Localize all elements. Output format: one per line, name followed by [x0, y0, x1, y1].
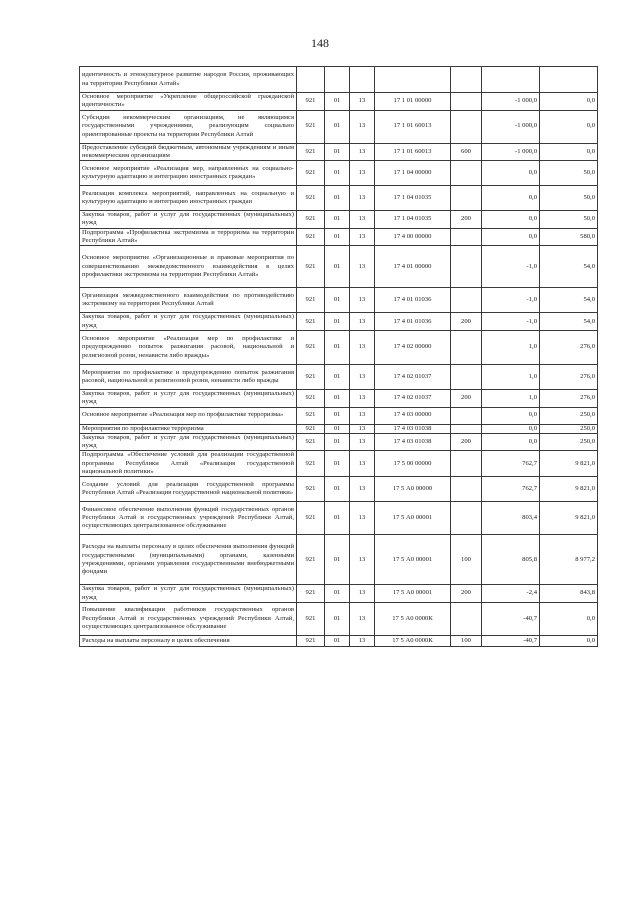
sum1-cell: -40,7 — [482, 602, 540, 635]
podrazdel-cell — [350, 67, 375, 93]
csr-cell: 17 4 01 01036 — [375, 288, 451, 313]
grbs-cell: 921 — [297, 477, 325, 502]
csr-cell: 17 4 03 01038 — [375, 433, 451, 451]
razdel-cell: 01 — [325, 451, 350, 477]
sum1-cell: 762,7 — [482, 451, 540, 477]
sum2-cell: 0,0 — [540, 110, 598, 143]
podrazdel-cell: 13 — [350, 407, 375, 424]
vr-cell — [451, 93, 482, 111]
podrazdel-cell: 13 — [350, 288, 375, 313]
sum2-cell: 0,0 — [540, 602, 598, 635]
grbs-cell: 921 — [297, 424, 325, 433]
podrazdel-cell: 13 — [350, 246, 375, 288]
grbs-cell: 921 — [297, 110, 325, 143]
vr-cell: 200 — [451, 433, 482, 451]
table-row — [80, 228, 598, 246]
podrazdel-cell: 13 — [350, 389, 375, 407]
csr-cell: 17 5 А0 00001 — [375, 585, 451, 603]
podrazdel-cell: 13 — [350, 228, 375, 246]
grbs-cell: 921 — [297, 433, 325, 451]
sum1-cell: 803,4 — [482, 502, 540, 535]
table-row — [80, 535, 598, 585]
table-row — [80, 407, 598, 424]
sum2-cell: 9 821,0 — [540, 451, 598, 477]
sum1-cell: -1 000,0 — [482, 93, 540, 111]
grbs-cell: 921 — [297, 211, 325, 229]
csr-cell: 17 5 А0 00001 — [375, 535, 451, 585]
sum2-cell: 0,0 — [540, 93, 598, 111]
podrazdel-cell: 13 — [350, 433, 375, 451]
table-row — [80, 246, 598, 288]
row-name: Основное мероприятие «Реализация мер по профилактике терроризма» — [80, 407, 297, 424]
sum1-cell: 762,7 — [482, 477, 540, 502]
grbs-cell: 921 — [297, 161, 325, 186]
sum1-cell: 1,0 — [482, 364, 540, 389]
row-name: Организация межведомственного взаимодействия по противодействию экстремизму на территории Республики Алтай — [80, 288, 297, 313]
podrazdel-cell: 13 — [350, 502, 375, 535]
podrazdel-cell: 13 — [350, 143, 375, 161]
vr-cell: 600 — [451, 143, 482, 161]
csr-cell: 17 5 А0 0000К — [375, 635, 451, 646]
grbs-cell: 921 — [297, 635, 325, 646]
razdel-cell: 01 — [325, 228, 350, 246]
grbs-cell: 921 — [297, 143, 325, 161]
vr-cell: 200 — [451, 389, 482, 407]
sum2-cell: 9 821,0 — [540, 502, 598, 535]
sum1-cell: 805,8 — [482, 535, 540, 585]
table-row — [80, 364, 598, 389]
table-row — [80, 161, 598, 186]
sum2-cell: 54,0 — [540, 288, 598, 313]
grbs-cell: 921 — [297, 585, 325, 603]
page-number: 148 — [311, 36, 329, 50]
razdel-cell: 01 — [325, 313, 350, 331]
table-row — [80, 502, 598, 535]
table-row — [80, 211, 598, 229]
table-row — [80, 477, 598, 502]
row-name: Основное мероприятие «Организационные и правовые мероприятия по совершенствованию межведомственного взаимодействия в целях профилактики экстремизма на территории Республики Алтай» — [80, 246, 297, 288]
podrazdel-cell: 13 — [350, 211, 375, 229]
table-row — [80, 433, 598, 451]
sum2-cell: 0,0 — [540, 635, 598, 646]
vr-cell — [451, 451, 482, 477]
table-row — [80, 186, 598, 211]
row-name: Закупка товаров, работ и услуг для государственных (муниципальных) нужд — [80, 389, 297, 407]
csr-cell: 17 1 01 60013 — [375, 143, 451, 161]
razdel-cell: 01 — [325, 389, 350, 407]
podrazdel-cell: 13 — [350, 161, 375, 186]
row-name: Повышение квалификации работников государственных органов Республики Алтай и государственных учреждений Республики Алтай, осуществляющих централизованное обслуживание — [80, 602, 297, 635]
razdel-cell: 01 — [325, 143, 350, 161]
razdel-cell: 01 — [325, 535, 350, 585]
sum2-cell: 580,0 — [540, 228, 598, 246]
sum1-cell — [482, 67, 540, 93]
sum2-cell: 250,0 — [540, 424, 598, 433]
grbs-cell: 921 — [297, 330, 325, 364]
table-row — [80, 451, 598, 477]
csr-cell: 17 4 02 01037 — [375, 389, 451, 407]
grbs-cell: 921 — [297, 389, 325, 407]
sum2-cell: 250,0 — [540, 407, 598, 424]
sum1-cell: 0,0 — [482, 424, 540, 433]
sum2-cell: 9 821,0 — [540, 477, 598, 502]
row-name: Мероприятия по профилактике терроризма — [80, 424, 297, 433]
csr-cell: 17 4 02 00000 — [375, 330, 451, 364]
table-row — [80, 424, 598, 433]
sum1-cell: -1,0 — [482, 246, 540, 288]
row-name: Реализация комплекса мероприятий, направленных на социальную и культурную адаптацию и интеграцию иностранных граждан — [80, 186, 297, 211]
razdel-cell: 01 — [325, 246, 350, 288]
grbs-cell: 921 — [297, 288, 325, 313]
row-name: Основное мероприятие «Реализация мер, направленных на социально-культурную адаптацию и интеграцию иностранных граждан» — [80, 161, 297, 186]
sum2-cell: 54,0 — [540, 313, 598, 331]
row-name: Закупка товаров, работ и услуг для государственных (муниципальных) нужд — [80, 585, 297, 603]
grbs-cell: 921 — [297, 186, 325, 211]
sum1-cell: 0,0 — [482, 161, 540, 186]
razdel-cell: 01 — [325, 110, 350, 143]
csr-cell: 17 1 01 60013 — [375, 110, 451, 143]
vr-cell — [451, 502, 482, 535]
row-name: Основное мероприятие «Укрепление общероссийской гражданской идентичности» — [80, 93, 297, 111]
podrazdel-cell: 13 — [350, 635, 375, 646]
podrazdel-cell: 13 — [350, 451, 375, 477]
grbs-cell — [297, 67, 325, 93]
vr-cell — [451, 228, 482, 246]
vr-cell — [451, 161, 482, 186]
row-name: Расходы на выплаты персоналу в целях обеспечения выполнения функций государственными (муниципальными) органами, казенными учреждениями, органами управления государственными внебюджетными фондами — [80, 535, 297, 585]
razdel-cell: 01 — [325, 424, 350, 433]
sum2-cell: 250,0 — [540, 433, 598, 451]
sum2-cell: 50,0 — [540, 211, 598, 229]
razdel-cell: 01 — [325, 186, 350, 211]
sum2-cell: 276,0 — [540, 389, 598, 407]
podrazdel-cell: 13 — [350, 313, 375, 331]
sum2-cell — [540, 67, 598, 93]
sum1-cell: 0,0 — [482, 186, 540, 211]
vr-cell — [451, 424, 482, 433]
vr-cell — [451, 288, 482, 313]
sum1-cell: -1 000,0 — [482, 143, 540, 161]
grbs-cell: 921 — [297, 228, 325, 246]
row-name: Закупка товаров, работ и услуг для государственных (муниципальных) нужд — [80, 313, 297, 331]
csr-cell: 17 4 03 00000 — [375, 407, 451, 424]
vr-cell: 200 — [451, 313, 482, 331]
row-name: Основное мероприятие «Реализация мер по профилактике и предупреждению попыток разжигания расовой, национальной и религиозной розни, ненависти либо вражды» — [80, 330, 297, 364]
sum1-cell: 1,0 — [482, 389, 540, 407]
grbs-cell: 921 — [297, 535, 325, 585]
vr-cell — [451, 407, 482, 424]
row-name: Закупка товаров, работ и услуг для государственных (муниципальных) нужд — [80, 211, 297, 229]
grbs-cell: 921 — [297, 451, 325, 477]
sum1-cell: -40,7 — [482, 635, 540, 646]
grbs-cell: 921 — [297, 93, 325, 111]
table-row — [80, 143, 598, 161]
grbs-cell: 921 — [297, 502, 325, 535]
table-row — [80, 602, 598, 635]
table-row — [80, 93, 598, 111]
grbs-cell: 921 — [297, 407, 325, 424]
podrazdel-cell: 13 — [350, 93, 375, 111]
sum1-cell: 0,0 — [482, 433, 540, 451]
sum2-cell: 50,0 — [540, 186, 598, 211]
grbs-cell: 921 — [297, 364, 325, 389]
row-name: Финансовое обеспечение выполнения функций государственных органов Республики Алтай и государственных учреждений Республики Алтай, осуществляющих централизованное обслуживание — [80, 502, 297, 535]
sum1-cell: -1,0 — [482, 313, 540, 331]
sum2-cell: 276,0 — [540, 330, 598, 364]
grbs-cell: 921 — [297, 313, 325, 331]
sum2-cell: 50,0 — [540, 161, 598, 186]
csr-cell: 17 1 04 01035 — [375, 186, 451, 211]
podrazdel-cell: 13 — [350, 330, 375, 364]
vr-cell: 200 — [451, 585, 482, 603]
csr-cell: 17 1 01 00000 — [375, 93, 451, 111]
csr-cell: 17 1 04 01035 — [375, 211, 451, 229]
sum1-cell: -1,0 — [482, 288, 540, 313]
row-name: Мероприятия по профилактике и предупреждению попыток разжигания расовой, национальной и религиозной розни, ненависти либо вражды — [80, 364, 297, 389]
razdel-cell: 01 — [325, 635, 350, 646]
csr-cell: 17 4 01 00000 — [375, 246, 451, 288]
csr-cell: 17 1 04 00000 — [375, 161, 451, 186]
sum2-cell: 0,0 — [540, 143, 598, 161]
csr-cell: 17 5 А0 00000 — [375, 477, 451, 502]
row-name: Закупка товаров, работ и услуг для государственных (муниципальных) нужд — [80, 433, 297, 451]
table-row — [80, 110, 598, 143]
razdel-cell: 01 — [325, 161, 350, 186]
podrazdel-cell: 13 — [350, 602, 375, 635]
sum2-cell: 8 977,2 — [540, 535, 598, 585]
razdel-cell: 01 — [325, 407, 350, 424]
table-body — [80, 67, 598, 647]
vr-cell — [451, 477, 482, 502]
row-name: Расходы на выплаты персоналу в целях обеспечения — [80, 635, 297, 646]
vr-cell: 100 — [451, 535, 482, 585]
vr-cell — [451, 364, 482, 389]
razdel-cell: 01 — [325, 288, 350, 313]
vr-cell — [451, 186, 482, 211]
sum1-cell: 0,0 — [482, 407, 540, 424]
podrazdel-cell: 13 — [350, 186, 375, 211]
row-name: Создание условий для реализации государственной программы Республики Алтай «Реализация государственной национальной политики» — [80, 477, 297, 502]
podrazdel-cell: 13 — [350, 424, 375, 433]
budget-table — [79, 66, 598, 647]
sum1-cell: 1,0 — [482, 330, 540, 364]
table-row — [80, 67, 598, 93]
vr-cell: 200 — [451, 211, 482, 229]
razdel-cell: 01 — [325, 585, 350, 603]
sum1-cell: -2,4 — [482, 585, 540, 603]
razdel-cell: 01 — [325, 477, 350, 502]
podrazdel-cell: 13 — [350, 477, 375, 502]
podrazdel-cell: 13 — [350, 585, 375, 603]
razdel-cell: 01 — [325, 602, 350, 635]
csr-cell: 17 4 00 00000 — [375, 228, 451, 246]
table-row — [80, 330, 598, 364]
row-name: Субсидии некоммерческим организациям, не являющимся государственными учреждениями, реализующим социально ориентированные проекты на территории Республики Алтай — [80, 110, 297, 143]
razdel-cell: 01 — [325, 433, 350, 451]
table-row — [80, 585, 598, 603]
row-name: Подпрограмма «Обеспечение условий для реализации государственной программы Республики Алтай «Реализация государственной национальной политики» — [80, 451, 297, 477]
razdel-cell: 01 — [325, 211, 350, 229]
podrazdel-cell: 13 — [350, 535, 375, 585]
sum1-cell: -1 000,0 — [482, 110, 540, 143]
sum2-cell: 843,8 — [540, 585, 598, 603]
vr-cell — [451, 246, 482, 288]
csr-cell: 17 5 А0 00001 — [375, 502, 451, 535]
csr-cell: 17 4 02 01037 — [375, 364, 451, 389]
row-name: Подпрограмма «Профилактика экстремизма и терроризма на территории Республики Алтай» — [80, 228, 297, 246]
csr-cell — [375, 67, 451, 93]
csr-cell: 17 4 03 01038 — [375, 424, 451, 433]
podrazdel-cell: 13 — [350, 110, 375, 143]
sum1-cell: 0,0 — [482, 228, 540, 246]
csr-cell: 17 5 А0 0000К — [375, 602, 451, 635]
table-row — [80, 288, 598, 313]
sum2-cell: 54,0 — [540, 246, 598, 288]
vr-cell — [451, 110, 482, 143]
razdel-cell — [325, 67, 350, 93]
sum2-cell: 276,0 — [540, 364, 598, 389]
razdel-cell: 01 — [325, 364, 350, 389]
razdel-cell: 01 — [325, 502, 350, 535]
vr-cell: 100 — [451, 635, 482, 646]
podrazdel-cell: 13 — [350, 364, 375, 389]
vr-cell — [451, 602, 482, 635]
sum1-cell: 0,0 — [482, 211, 540, 229]
grbs-cell: 921 — [297, 246, 325, 288]
csr-cell: 17 4 01 01036 — [375, 313, 451, 331]
vr-cell — [451, 67, 482, 93]
row-name: идентичность и этнокультурное развитие народов России, проживающих на территории Республики Алтай» — [80, 67, 297, 93]
grbs-cell: 921 — [297, 602, 325, 635]
razdel-cell: 01 — [325, 330, 350, 364]
vr-cell — [451, 330, 482, 364]
table-row — [80, 389, 598, 407]
row-name: Предоставление субсидий бюджетным, автономным учреждениям и иным некоммерческим организациям — [80, 143, 297, 161]
table-row — [80, 635, 598, 646]
table-row — [80, 313, 598, 331]
csr-cell: 17 5 00 00000 — [375, 451, 451, 477]
razdel-cell: 01 — [325, 93, 350, 111]
